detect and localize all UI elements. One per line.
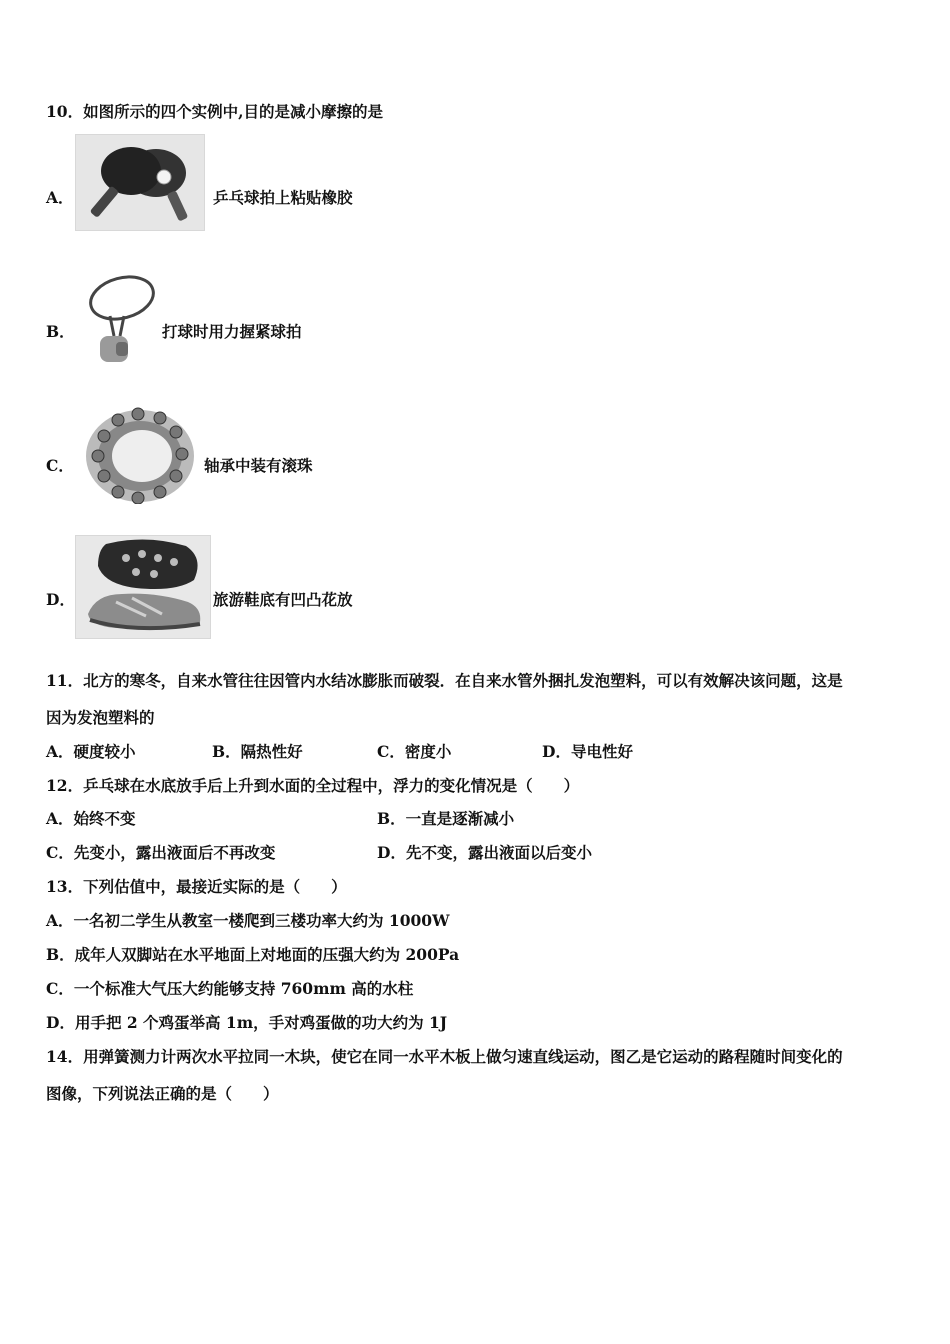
q11-option-b: B．隔热性好 — [212, 742, 303, 761]
q10-option-c-label: C． — [46, 456, 74, 475]
q12-option-c: C．先变小，露出液面后不再改变 — [46, 843, 276, 862]
q10-option-a-caption: 乒乓球拍上粘贴橡胶 — [213, 188, 353, 207]
q10-option-c-caption: 轴承中装有滚珠 — [204, 456, 313, 475]
sneaker-sole-icon — [75, 535, 211, 639]
q13-option-b: B．成年人双脚站在水平地面上对地面的压强大约为 200Pa — [46, 945, 460, 964]
q12-option-a: A．始终不变 — [46, 809, 136, 828]
q10-option-b-label: B． — [46, 322, 75, 341]
q12-stem: 12．乒乓球在水底放手后上升到水面的全过程中，浮力的变化情况是（ ） — [46, 776, 580, 795]
tennis-racket-icon — [80, 274, 160, 366]
q10-stem: 10．如图所示的四个实例中,目的是减小摩擦的是 — [46, 102, 383, 121]
q11-stem-line1: 11．北方的寒冬，自来水管往往因管内水结冰膨胀而破裂．在自来水管外捆扎发泡塑料，可以有效解决该问题，这是 — [46, 671, 843, 690]
q10-option-b-caption: 打球时用力握紧球拍 — [162, 322, 302, 341]
q11-option-d: D．导电性好 — [542, 742, 633, 761]
ping-pong-paddle-icon — [75, 134, 205, 231]
q14-stem-line2: 图像，下列说法正确的是（ ） — [46, 1084, 279, 1103]
q12-option-d: D．先不变，露出液面以后变小 — [377, 843, 592, 862]
q13-option-d: D．用手把 2 个鸡蛋举高 1m，手对鸡蛋做的功大约为 1J — [46, 1013, 448, 1032]
q11-option-c: C．密度小 — [377, 742, 452, 761]
ball-bearing-icon — [78, 406, 198, 504]
q13-option-a: A．一名初二学生从教室一楼爬到三楼功率大约为 1000W — [46, 911, 450, 930]
q10-option-a-label: A． — [46, 188, 74, 207]
q14-stem-line1: 14．用弹簧测力计两次水平拉同一木块，使它在同一水平木板上做匀速直线运动，图乙是它运动的路程随时间变化的 — [46, 1047, 843, 1066]
q10-option-d-caption: 旅游鞋底有凹凸花放 — [213, 590, 353, 609]
q11-stem-line2: 因为发泡塑料的 — [46, 708, 155, 727]
q10-option-d-label: D． — [46, 590, 75, 609]
q12-option-b: B．一直是逐渐减小 — [377, 809, 515, 828]
q13-option-c: C．一个标准大气压大约能够支持 760mm 高的水柱 — [46, 979, 414, 998]
q11-option-a: A．硬度较小 — [46, 742, 136, 761]
q13-stem: 13．下列估值中，最接近实际的是（ ） — [46, 877, 347, 896]
